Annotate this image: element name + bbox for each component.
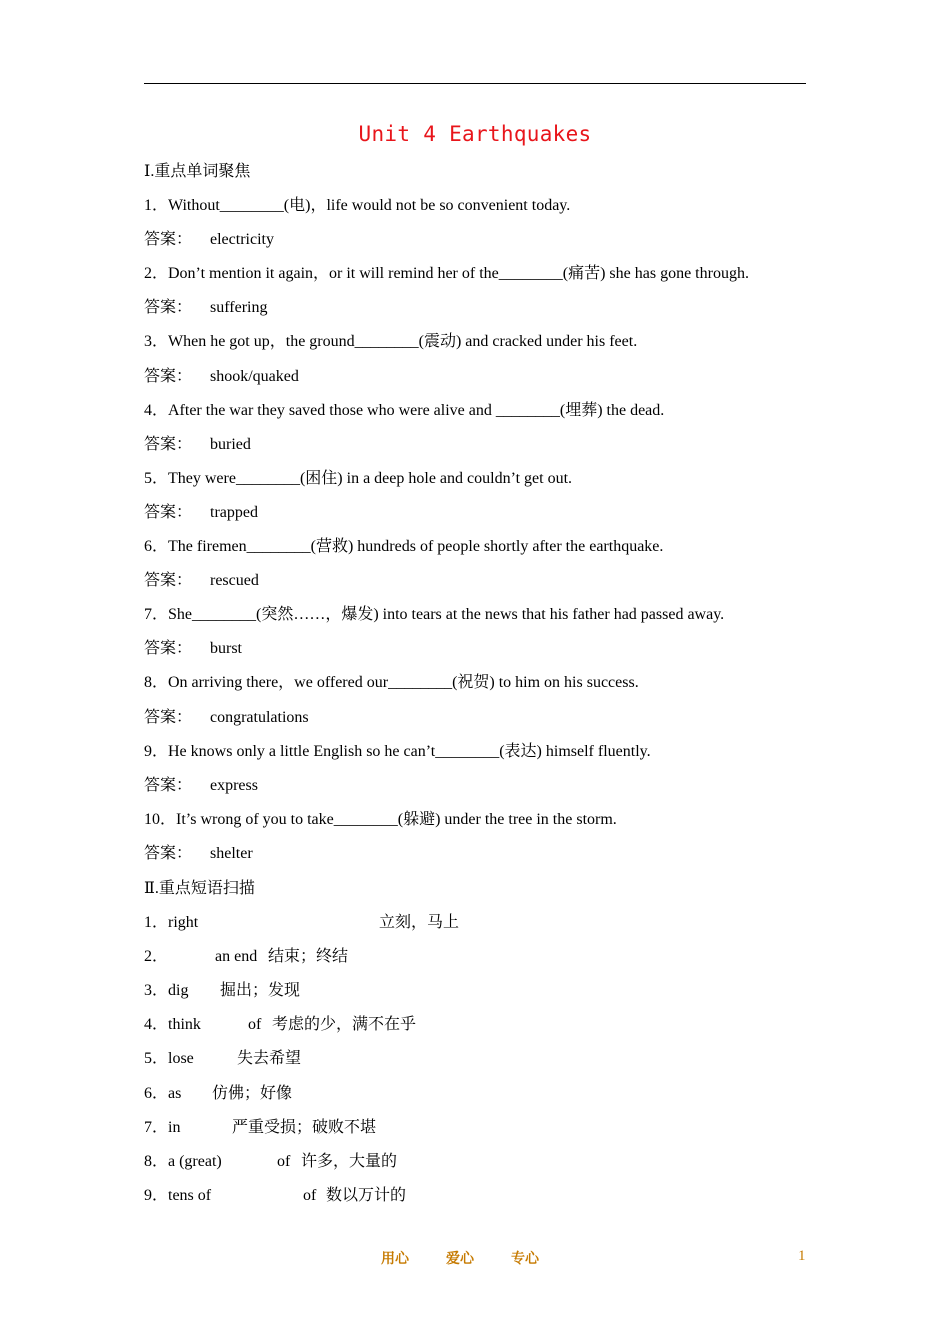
answer-label: 答案： bbox=[144, 844, 193, 862]
footer-left: 用心 bbox=[381, 1252, 409, 1267]
page-number: 1 bbox=[798, 1248, 806, 1264]
phrase-meaning: 立刻，马上 bbox=[379, 914, 460, 931]
question-5: 5．They were________(困住) in a deep hole and couldn’t get out. bbox=[144, 469, 573, 487]
phrase-start: 6．as bbox=[144, 1084, 182, 1102]
answer-label: 答案： bbox=[144, 367, 193, 385]
answer-value: shelter bbox=[210, 844, 253, 862]
phrase-end: of bbox=[277, 1152, 291, 1170]
phrase-start: 1．right bbox=[144, 914, 199, 931]
phrase-meaning: 失去希望 bbox=[237, 1050, 302, 1068]
answer-value: express bbox=[210, 776, 258, 794]
question-10: 10．It’s wrong of you to take________(躲避) under the tree in the storm. bbox=[144, 810, 617, 828]
answer-9 bbox=[144, 775, 258, 797]
phrase-start: 5．lose bbox=[144, 1050, 194, 1068]
header-rule bbox=[144, 83, 806, 84]
answer-value: burst bbox=[210, 640, 242, 658]
question-4: 4．After the war they saved those who were alive and ________(埋葬) the dead. bbox=[144, 401, 665, 419]
question-1: 1．Without________(电)，life would not be so convenient today. bbox=[144, 197, 571, 214]
answer-3 bbox=[144, 366, 299, 388]
section2-heading: Ⅱ.重点短语扫描 bbox=[144, 880, 255, 897]
footer-middle: 爱心 bbox=[446, 1252, 474, 1267]
phrase-meaning: 严重受损；破败不堪 bbox=[232, 1118, 377, 1136]
question-3: 3．When he got up，the ground________(震动) and cracked under his feet. bbox=[144, 333, 638, 351]
phrase-start: 2． bbox=[144, 948, 169, 966]
answer-10 bbox=[144, 843, 253, 865]
answer-7 bbox=[144, 638, 242, 660]
phrase-start: 7．in bbox=[144, 1118, 181, 1136]
section1-heading: Ⅰ.重点单词聚焦 bbox=[144, 163, 251, 180]
question-8: 8．On arriving there，we offered our________(祝贺) to him on his success. bbox=[144, 674, 639, 692]
answer-value: buried bbox=[210, 435, 251, 453]
phrase-end: of bbox=[248, 1016, 262, 1034]
question-9: 9．He knows only a little English so he can’t________(表达) himself fluently. bbox=[144, 742, 651, 760]
answer-value: electricity bbox=[210, 231, 274, 249]
phrase-meaning: 仿佛；好像 bbox=[212, 1084, 293, 1102]
phrase-meaning: 结束；终结 bbox=[268, 948, 349, 966]
phrase-meaning: 考虑的少，满不在乎 bbox=[272, 1016, 417, 1034]
answer-8 bbox=[144, 707, 309, 729]
phrase-start: 8．a (great) bbox=[144, 1152, 222, 1170]
phrase-start: 3．dig bbox=[144, 982, 189, 1000]
answer-label: 答案： bbox=[144, 503, 193, 521]
phrase-meaning: 许多，大量的 bbox=[301, 1152, 398, 1170]
answer-value: congratulations bbox=[210, 708, 309, 726]
footer-right: 专心 bbox=[511, 1252, 539, 1267]
question-6: 6．The firemen________(营救) hundreds of people shortly after the earthquake. bbox=[144, 538, 664, 555]
answer-5 bbox=[144, 502, 258, 524]
phrase-meaning: 掘出；发现 bbox=[220, 982, 301, 1000]
answer-value: suffering bbox=[210, 299, 268, 317]
answer-label: 答案： bbox=[144, 299, 193, 317]
answer-2 bbox=[144, 297, 267, 319]
question-7: 7．She________(突然……，爆发) into tears at the news that his father had passed away. bbox=[144, 606, 725, 624]
answer-label: 答案： bbox=[144, 572, 193, 590]
answer-label: 答案： bbox=[144, 776, 193, 794]
phrase-end: of bbox=[303, 1186, 317, 1204]
answer-label: 答案： bbox=[144, 708, 193, 726]
answer-value: rescued bbox=[210, 572, 259, 590]
phrase-start: 4．think bbox=[144, 1016, 201, 1034]
answer-label: 答案： bbox=[144, 435, 193, 453]
answer-4 bbox=[144, 434, 251, 456]
answer-value: trapped bbox=[210, 503, 258, 521]
answer-1 bbox=[144, 229, 274, 251]
answer-label: 答案： bbox=[144, 231, 193, 249]
answer-value: shook/quaked bbox=[210, 367, 299, 385]
question-2: 2．Don’t mention it again，or it will remind her of the________(痛苦) she has gone through. bbox=[144, 265, 749, 283]
page-title: Unit 4 Earthquakes bbox=[358, 122, 592, 146]
answer-label: 答案： bbox=[144, 640, 193, 658]
phrase-start: 9．tens of bbox=[144, 1186, 212, 1204]
answer-6 bbox=[144, 570, 259, 592]
phrase-end: an end bbox=[215, 948, 258, 966]
phrase-meaning: 数以万计的 bbox=[326, 1186, 407, 1204]
